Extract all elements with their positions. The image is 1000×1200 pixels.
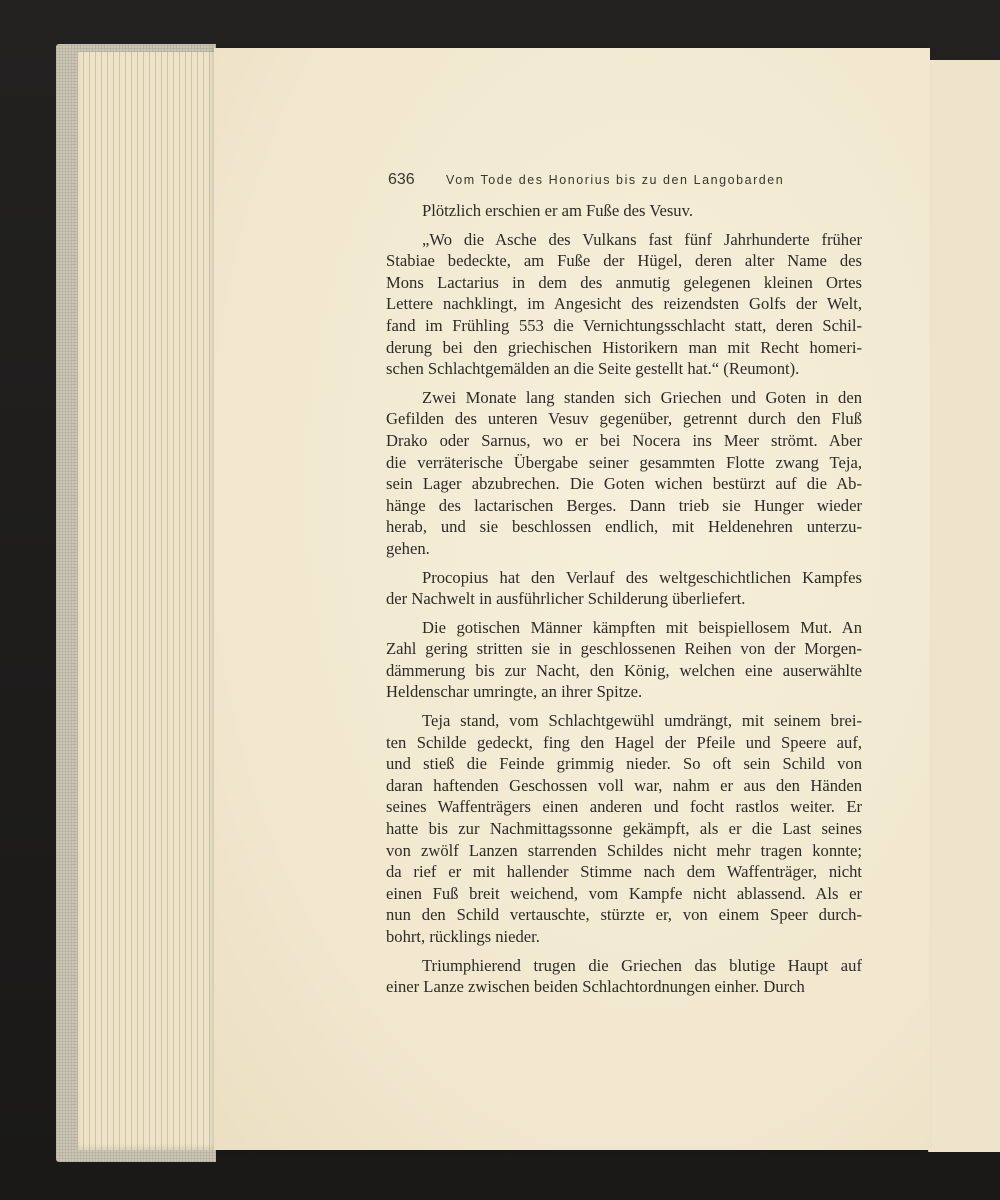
text-line: Mons Lactarius in dem des anmutig gelegenen kleinen Ortes	[386, 272, 862, 292]
text-line: Stabiae bedeckte, am Fuße der Hügel, deren alter Name des	[386, 251, 862, 271]
paragraph	[386, 710, 862, 948]
page-number: 636	[388, 171, 415, 188]
text-line: Drako oder Sarnus, wo er bei Nocera ins Meer strömt. Aber	[386, 430, 862, 450]
text-line: dämmerung bis zur Nacht, den König, welchen eine auserwählte	[386, 660, 862, 680]
paragraph	[386, 229, 862, 380]
paragraph	[386, 567, 862, 610]
text-line: einen Fuß breit weichend, vom Kampfe nicht ablassend. Als er	[386, 883, 862, 903]
text-line: herab, und sie beschlossen endlich, mit Heldenehren unterzu-	[386, 517, 862, 537]
text-line: „Wo die Asche des Vulkans fast fünf Jahrhunderte früher	[422, 229, 862, 249]
text-line: Teja stand, vom Schlachtgewühl umdrängt, mit seinem brei-	[422, 711, 862, 731]
text-line: Heldenschar umringte, an ihrer Spitze.	[386, 682, 643, 702]
text-line: und stieß die Feinde grimmig nieder. So oft sein Schild von	[386, 754, 862, 774]
text-line: nun den Schild vertauschte, stürzte er, von einem Speer durch-	[386, 905, 862, 925]
text-line: einer Lanze zwischen beiden Schlachtordnungen einher. Durch	[386, 977, 805, 997]
paragraph	[386, 617, 862, 703]
text-line: Gefilden des unteren Vesuv gegenüber, getrennt durch den Fluß	[386, 409, 862, 429]
text-line: fand im Frühling 553 die Vernichtungsschlacht statt, deren Schil-	[386, 315, 862, 335]
text-line: ten Schilde gedeckt, fing den Hagel der Pfeile und Speere auf,	[386, 732, 862, 752]
text-line: daran haftenden Geschossen voll war, nahm er aus den Händen	[386, 775, 862, 795]
text-line: hänge des lactarischen Berges. Dann trieb sie Hunger wieder	[386, 495, 862, 515]
running-title: Vom Tode des Honorius bis zu den Langobarden	[446, 173, 785, 187]
body-text	[386, 200, 862, 1005]
text-line: bohrt, rücklings nieder.	[386, 927, 540, 946]
paragraph	[386, 387, 862, 560]
text-line: da rief er mit hallender Stimme nach dem Waffenträger, nicht	[386, 862, 862, 882]
text-line: Die gotischen Männer kämpften mit beispiellosem Mut. An	[422, 617, 862, 637]
text-line: der Nachwelt in ausführlicher Schilderung überliefert.	[386, 589, 746, 609]
text-line: Zahl gering stritten sie in geschlossenen Reihen von der Morgen-	[386, 639, 862, 659]
text-line: Lettere nachklingt, im Angesicht des reizendsten Golfs der Welt,	[386, 294, 862, 314]
text-line: gehen.	[386, 538, 430, 558]
text-line: derung bei den griechischen Historikern man mit Recht homeri-	[386, 337, 862, 357]
text-line: hatte bis zur Nachmittagssonne gekämpft, als er die Last seines	[386, 819, 862, 839]
text-line: Plötzlich erschien er am Fuße des Vesuv.	[422, 201, 693, 220]
text-line: die verräterische Übergabe seiner gesammten Flotte zwang Teja,	[386, 452, 862, 472]
text-line: Procopius hat den Verlauf des weltgeschichtlichen Kampfes	[422, 567, 862, 587]
text-line: von zwölf Lanzen starrenden Schildes nicht mehr tragen konnte;	[386, 840, 862, 860]
text-line: schen Schlachtgemälden an die Seite gestellt hat.“ (Reumont).	[386, 359, 800, 379]
running-head	[388, 171, 863, 191]
paragraph	[386, 955, 862, 998]
text-line: Triumphierend trugen die Griechen das blutige Haupt auf	[422, 955, 862, 975]
text-line: seines Waffenträgers einen anderen und focht rastlos weiter. Er	[386, 797, 862, 817]
text-line: Zwei Monate lang standen sich Griechen und Goten in den	[422, 387, 862, 407]
paragraph	[386, 200, 862, 222]
text-line: sein Lager abzubrechen. Die Goten wichen bestürzt auf die Ab-	[386, 474, 862, 494]
next-page-edge	[928, 60, 1000, 1152]
page-edges	[78, 52, 228, 1150]
